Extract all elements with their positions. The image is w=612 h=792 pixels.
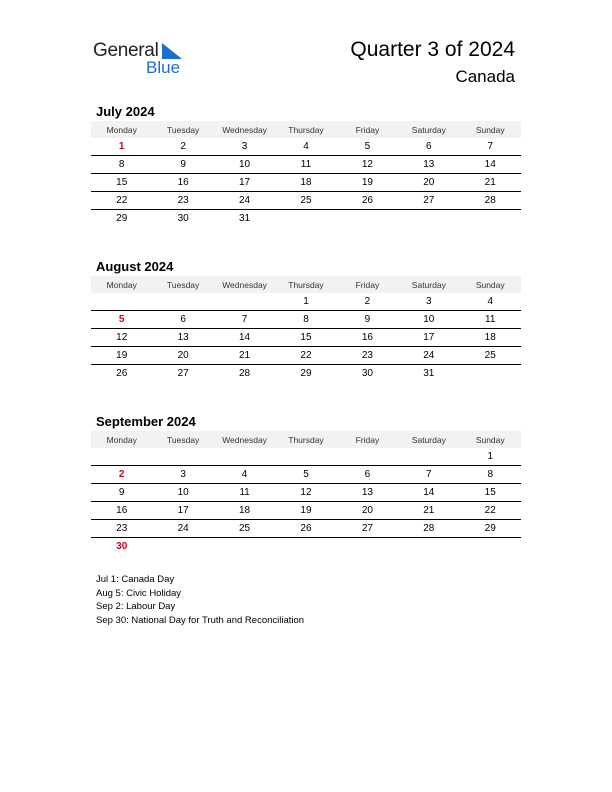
day-cell: 27 [361,523,373,534]
weekday-label: Monday [106,124,137,135]
week-row [91,138,521,156]
holiday-day-cell: 30 [116,541,128,552]
day-cell: 4 [303,141,309,152]
day-cell: 16 [177,177,189,188]
day-cell: 9 [364,314,371,325]
day-cell: 6 [364,469,371,480]
week-row [91,174,521,192]
day-cell: 25 [238,523,251,534]
generalblue-logo [93,40,193,80]
day-cell: 28 [484,195,496,206]
day-cell: 28 [423,523,435,534]
day-cell: 28 [238,368,251,379]
weekday-label: Thursday [288,279,324,290]
day-cell: 21 [238,350,251,361]
day-cell: 7 [426,469,432,480]
day-cell: 2 [364,296,371,307]
day-cell: 27 [423,195,435,206]
day-cell: 15 [484,487,496,498]
week-row [91,210,521,227]
day-cell: 8 [303,314,309,325]
week-row [91,538,521,555]
day-cell: 9 [118,487,125,498]
day-cell: 19 [300,505,312,516]
weekday-label: Wednesday [222,434,267,445]
day-cell: 6 [180,314,186,325]
day-cell: 23 [177,195,189,206]
day-cell: 18 [484,332,496,343]
holiday-day-cell: 2 [118,469,125,480]
day-cell: 5 [364,141,371,152]
day-cell: 8 [487,469,494,480]
logo-triangle-icon [160,43,182,59]
day-cell: 12 [361,159,373,170]
weekday-label: Thursday [288,124,324,135]
weekday-label: Sunday [475,279,505,290]
holiday-note: Sep 30: National Day for Truth and Reconciliation [96,614,305,626]
day-cell: 7 [241,314,248,325]
week-row [91,311,521,329]
weekday-header-row [91,431,521,448]
month-august [91,258,521,382]
month-title: September 2024 [96,414,196,429]
holiday-note: Jul 1: Canada Day [96,574,175,585]
holiday-day-cell: 1 [118,141,125,152]
week-row [91,502,521,520]
day-cell: 25 [484,350,496,361]
day-cell: 16 [116,505,128,516]
day-cell: 3 [180,469,186,480]
day-cell: 20 [361,505,373,516]
day-cell: 3 [241,141,248,152]
weekday-label: Thursday [288,434,324,445]
day-cell: 25 [300,195,312,206]
week-row [91,329,521,347]
day-cell: 26 [361,195,373,206]
day-cell: 4 [241,469,248,480]
day-cell: 5 [303,469,309,480]
day-cell: 11 [300,159,312,170]
day-cell: 17 [238,177,251,188]
week-row [91,347,521,365]
day-cell: 17 [177,505,189,516]
day-cell: 11 [239,487,250,498]
weekday-label: Friday [355,124,380,135]
day-cell: 21 [423,505,435,516]
day-cell: 26 [116,368,128,379]
day-cell: 2 [180,141,186,152]
weekday-label: Wednesday [222,279,267,290]
day-cell: 30 [361,368,373,379]
day-cell: 15 [116,177,128,188]
day-cell: 1 [487,451,494,462]
day-cell: 31 [423,368,435,379]
weekday-label: Tuesday [166,279,200,290]
week-row [91,448,521,466]
week-row [91,484,521,502]
day-cell: 26 [300,523,312,534]
weekday-label: Wednesday [222,124,267,135]
day-cell: 14 [238,332,251,343]
day-cell: 22 [300,350,312,361]
holiday-notes [96,573,304,627]
weekday-label: Saturday [411,279,446,290]
week-row [91,156,521,174]
week-row [91,520,521,538]
day-cell: 7 [487,141,494,152]
month-title: July 2024 [96,104,155,119]
day-cell: 13 [361,487,373,498]
day-cell: 10 [177,487,189,498]
weekday-label: Saturday [411,124,446,135]
logo-general-text: General [93,40,159,61]
day-cell: 30 [177,213,189,224]
day-cell: 20 [423,177,435,188]
day-cell: 20 [177,350,189,361]
holiday-note: Aug 5: Civic Holiday [96,587,182,599]
week-row [91,192,521,210]
weekday-header-row [91,276,521,293]
day-cell: 3 [426,296,432,307]
day-cell: 6 [426,141,432,152]
weekday-label: Sunday [475,434,505,445]
week-row [91,293,521,311]
country-name: Canada [455,67,515,86]
day-cell: 13 [423,159,435,170]
day-cell: 24 [238,195,251,206]
day-cell: 15 [300,332,312,343]
day-cell: 14 [484,159,496,170]
holiday-day-cell: 5 [118,314,125,325]
day-cell: 27 [177,368,189,379]
day-cell: 12 [300,487,312,498]
weekday-label: Friday [355,434,380,445]
month-title: August 2024 [96,259,174,274]
day-cell: 24 [423,350,435,361]
day-cell: 31 [238,213,251,224]
day-cell: 23 [116,523,128,534]
day-cell: 22 [116,195,128,206]
day-cell: 21 [484,177,496,188]
month-july [91,103,521,227]
page-title: Quarter 3 of 2024 [350,38,515,61]
day-cell: 29 [116,213,128,224]
day-cell: 19 [116,350,128,361]
week-row [91,365,521,382]
weekday-label: Monday [106,279,137,290]
weekday-label: Monday [106,434,137,445]
weekday-label: Saturday [411,434,446,445]
day-cell: 10 [238,159,251,170]
weekday-label: Tuesday [166,124,200,135]
day-cell: 19 [361,177,373,188]
month-september [91,413,521,555]
weekday-label: Tuesday [166,434,200,445]
weekday-header-row [91,121,521,138]
day-cell: 23 [361,350,373,361]
day-cell: 18 [300,177,312,188]
day-cell: 17 [423,332,435,343]
weekday-label: Sunday [475,124,505,135]
day-cell: 8 [118,159,125,170]
day-cell: 11 [485,314,496,325]
day-cell: 18 [238,505,251,516]
day-cell: 16 [361,332,373,343]
day-cell: 24 [177,523,189,534]
day-cell: 9 [180,159,186,170]
day-cell: 12 [116,332,128,343]
day-cell: 14 [423,487,435,498]
weekday-label: Friday [355,279,380,290]
day-cell: 22 [484,505,496,516]
week-row [91,466,521,484]
logo-blue-text: Blue [146,58,181,77]
day-cell: 13 [177,332,189,343]
day-cell: 29 [484,523,496,534]
day-cell: 4 [487,296,494,307]
day-cell: 10 [423,314,435,325]
holiday-note: Sep 2: Labour Day [96,601,176,613]
day-cell: 29 [300,368,312,379]
day-cell: 1 [303,296,309,307]
